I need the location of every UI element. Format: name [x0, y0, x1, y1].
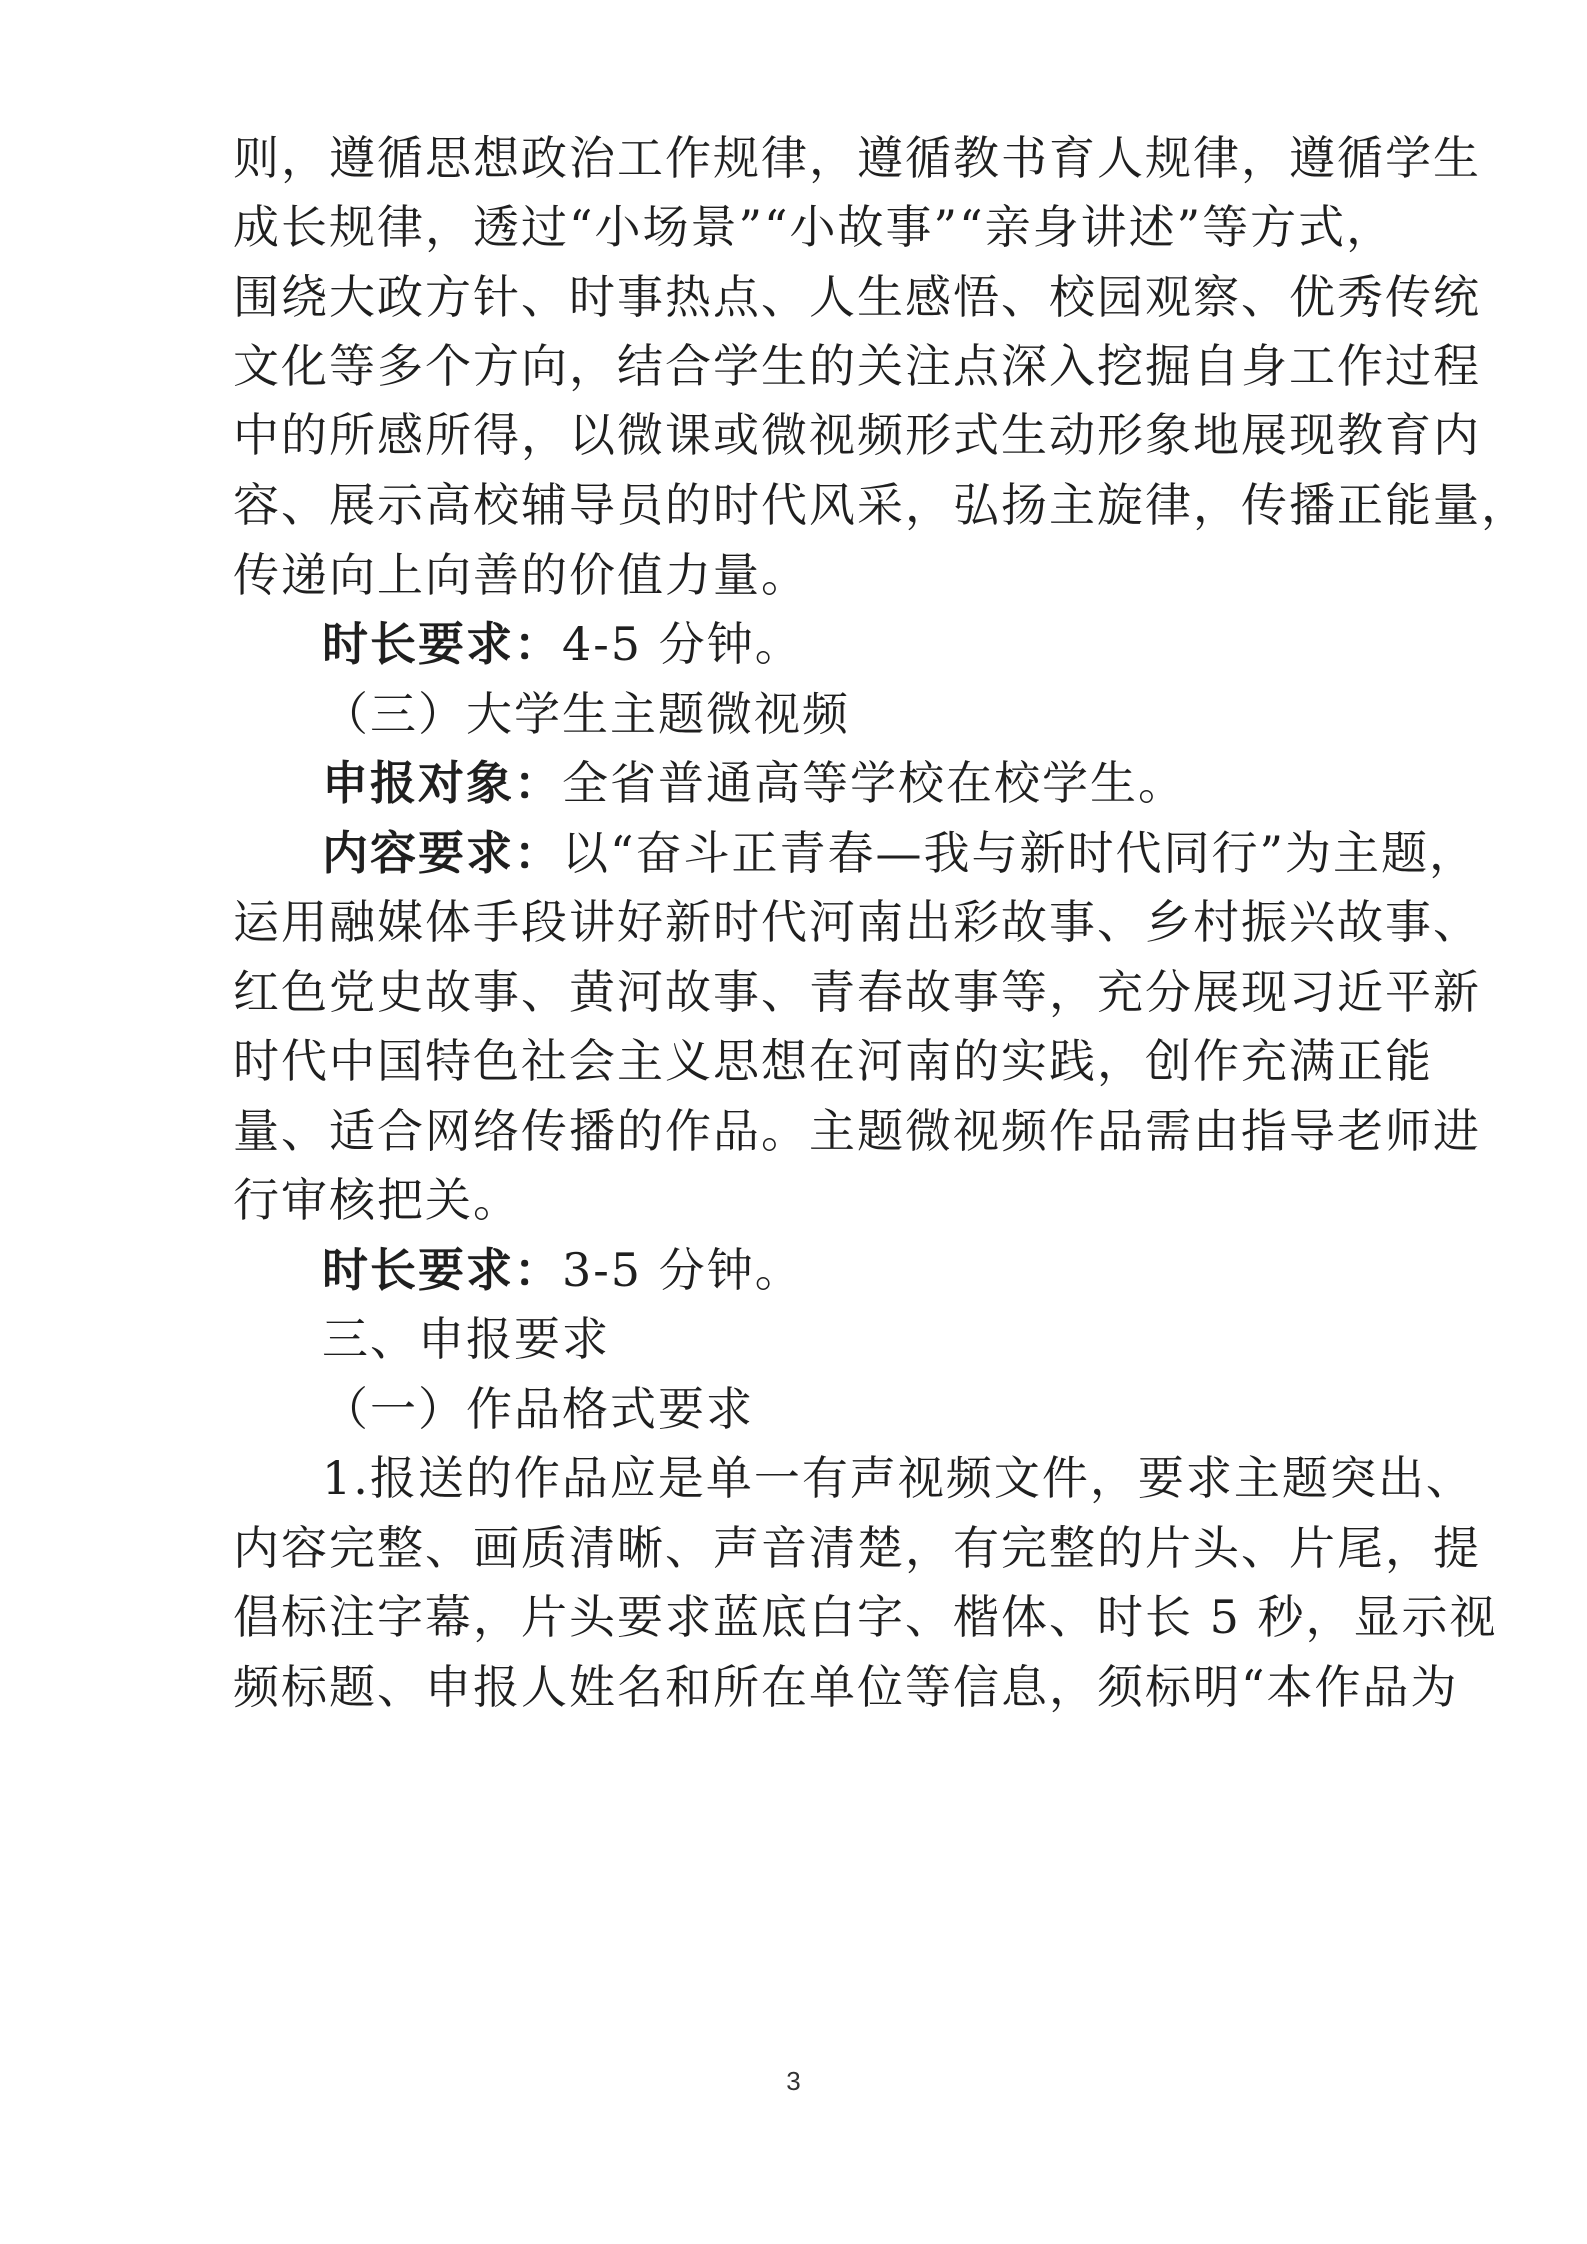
duration-label: 时长要求： [322, 1243, 562, 1297]
body-line: 围绕大政方针、时事热点、人生感悟、校园观察、优秀传统 [233, 270, 1481, 324]
body-line: 行审核把关。 [233, 1173, 521, 1227]
body-line: 红色党史故事、黄河故事、青春故事等，充分展现习近平新 [233, 965, 1481, 1019]
duration-value: 4-5 分钟。 [562, 617, 803, 671]
duration-requirement [322, 1240, 1352, 1300]
page-number: 3 [786, 2066, 801, 2096]
section-heading: 三、申报要求 [322, 1312, 610, 1366]
duration-requirement [322, 614, 1352, 674]
applicants-value: 全省普通高等学校在校学生。 [562, 756, 1186, 810]
body-line: 时代中国特色社会主义思想在河南的实践，创作充满正能 [233, 1034, 1433, 1088]
body-line: 运用融媒体手段讲好新时代河南出彩故事、乡村振兴故事、 [233, 895, 1481, 949]
body-line: 文化等多个方向，结合学生的关注点深入挖掘自身工作过程 [233, 339, 1481, 393]
body-line: 成长规律，透过“小场景”“小故事”“亲身讲述”等方式， [233, 200, 1395, 254]
body-line: 容、展示高校辅导员的时代风采，弘扬主旋律，传播正能量， [233, 478, 1529, 532]
body-line: 内容完整、画质清晰、声音清楚，有完整的片头、片尾，提 [233, 1521, 1481, 1575]
list-item: 1.报送的作品应是单一有声视频文件，要求主题突出、 [322, 1451, 1474, 1505]
section-title: （三）大学生主题微视频 [322, 687, 850, 741]
body-line: 倡标注字幕，片头要求蓝底白字、楷体、时长 5 秒，显示视 [233, 1590, 1498, 1644]
duration-value: 3-5 分钟。 [562, 1243, 803, 1297]
applicants-requirement [322, 753, 1352, 813]
body-line: 中的所感所得，以微课或微视频形式生动形象地展现教育内 [233, 408, 1481, 462]
body-line: 频标题、申报人姓名和所在单位等信息，须标明“本作品为 [233, 1660, 1459, 1714]
body-line: 则，遵循思想政治工作规律，遵循教书育人规律，遵循学生 [233, 131, 1481, 185]
subsection-title: （一）作品格式要求 [322, 1382, 754, 1436]
duration-label: 时长要求： [322, 617, 562, 671]
body-line: 量、适合网络传播的作品。主题微视频作品需由指导老师进 [233, 1104, 1481, 1158]
applicants-label: 申报对象： [322, 756, 562, 810]
content-label: 内容要求： [322, 826, 562, 880]
content-requirement [322, 823, 1478, 883]
content-value: 以“奋斗正青春—我与新时代同行”为主题， [562, 826, 1478, 880]
body-line: 传递向上向善的价值力量。 [233, 548, 809, 602]
